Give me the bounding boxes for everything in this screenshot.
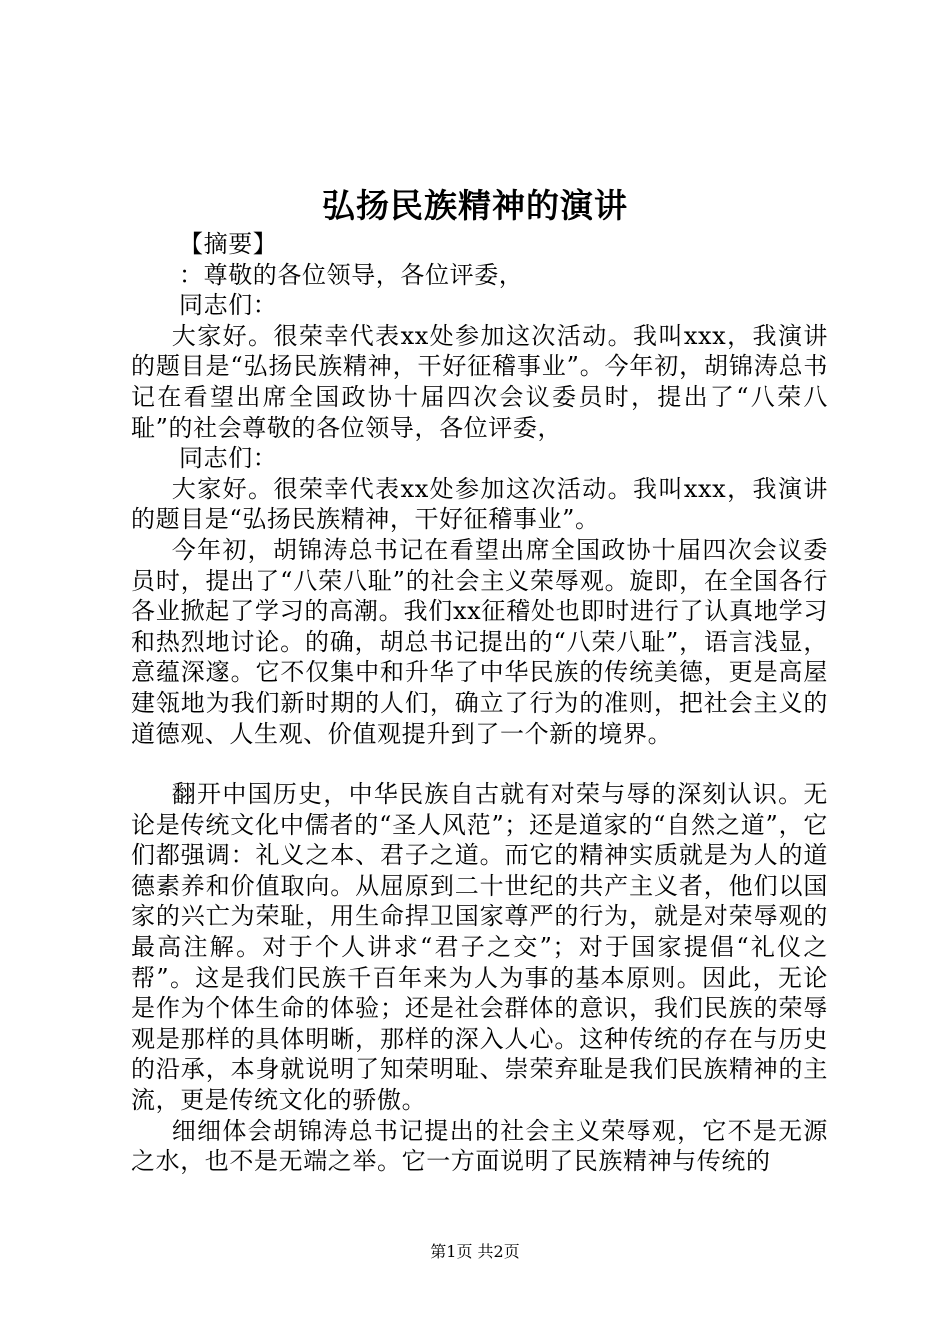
body-paragraph: 大家好。很荣幸代表xx处参加这次活动。我叫xxx，我演讲的题目是“弘扬民族精神，干好征稽事业”。 <box>131 474 828 534</box>
page-footer: 第1页 共2页 <box>430 1242 520 1261</box>
comrades-line: 同志们： <box>179 291 278 320</box>
body-paragraph: 细细体会胡锦涛总书记提出的社会主义荣辱观，它不是无源之水，也不是无端之举。它一方面说明了民族精神与传统的 <box>131 1116 828 1176</box>
body-paragraph: 大家好。很荣幸代表xx处参加这次活动。我叫xxx，我演讲的题目是“弘扬民族精神，干好征稽事业”。今年初，胡锦涛总书记在看望出席全国政协十届四次会议委员时，提出了“八荣八耻”的社会尊敬的各位领导，各位评委， <box>131 321 828 442</box>
salutation-line: ：尊敬的各位领导，各位评委， <box>179 260 524 289</box>
document-body <box>131 229 828 1177</box>
document-title: 弘扬民族精神的演讲 <box>322 186 628 225</box>
body-paragraph: 翻开中国历史，中华民族自古就有对荣与辱的深刻认识。无论是传统文化中儒者的“圣人风范”；还是道家的“自然之道”，它们都强调：礼义之本、君子之道。而它的精神实质就是为人的道德素养和价值取向。从屈原到二十世纪的共产主义者，他们以国家的兴亡为荣耻，用生命捍卫国家尊严的行为，就是对荣辱观的最高注解。对于个人讲求“君子之交”；对于国家提倡“礼仪之帮”。这是我们民族千百年来为人为事的基本原则。因此，无论是作为个体生命的体验；还是社会群体的意识，我们民族的荣辱观是那样的具体明晰，那样的深入人心。这种传统的存在与历史的沿承，本身就说明了知荣明耻、崇荣弃耻是我们民族精神的主流，更是传统文化的骄傲。 <box>131 780 828 1115</box>
body-paragraph: 今年初，胡锦涛总书记在看望出席全国政协十届四次会议委员时，提出了“八荣八耻”的社会主义荣辱观。旋即，在全国各行各业掀起了学习的高潮。我们xx征稽处也即时进行了认真地学习和热烈地讨论。的确，胡总书记提出的“八荣八耻”，语言浅显，意蕴深邃。它不仅集中和升华了中华民族的传统美德，更是高屋建瓴地为我们新时期的人们，确立了行为的准则，把社会主义的道德观、人生观、价值观提升到了一个新的境界。 <box>131 535 828 748</box>
abstract-heading: 【摘要】 <box>179 230 278 258</box>
comrades-line: 同志们： <box>179 444 278 473</box>
